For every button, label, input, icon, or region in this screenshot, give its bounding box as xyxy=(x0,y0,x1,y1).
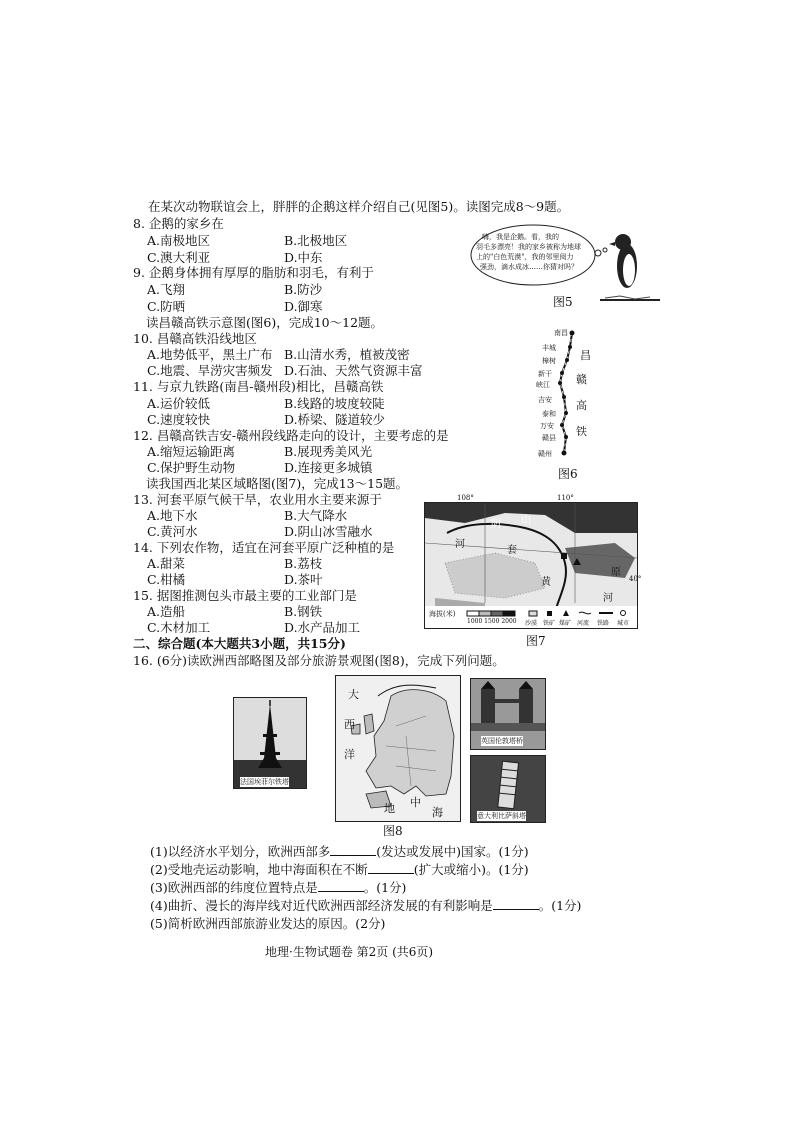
fig8-photo-towerbridge xyxy=(470,678,546,750)
fig7-legend-coal: 煤矿 xyxy=(559,620,572,627)
fig7-legend-ticks: 1000 1500 2000 xyxy=(467,618,517,625)
q13-option-a[interactable]: A.地下水 xyxy=(147,508,198,523)
fig8-sea-di: 地 xyxy=(384,802,395,815)
fig7-legend-rail: 铁路 xyxy=(597,620,610,627)
fig5-speech-4: 强劲，滴水成冰……你猜对吗？ xyxy=(480,263,578,271)
intro-fig7: 读我国西北某区域略图(图7)，完成13～15题。 xyxy=(146,476,409,491)
q14-option-a[interactable]: A.甜菜 xyxy=(147,556,186,571)
fig7-caption: 图7 xyxy=(526,634,546,648)
q16-sub4-text-a: (4)曲折、漫长的海岸线对近代欧洲西部经济发展的有利影响是 xyxy=(150,898,493,913)
q16-sub2-blank[interactable] xyxy=(368,862,414,874)
q16-sub2-text-a: (2)受地壳运动影响，地中海面积在不断 xyxy=(150,862,368,877)
fig6-station-3: 樟树 xyxy=(542,357,556,365)
q9-option-c[interactable]: C.防晒 xyxy=(147,299,186,314)
q16-sub3 xyxy=(150,878,406,896)
q8-option-c[interactable]: C.澳大利亚 xyxy=(147,250,211,265)
q10-stem: 10. 昌赣高铁沿线地区 xyxy=(133,331,257,346)
section2-heading: 二、综合题(本大题共3小题，共15分) xyxy=(133,636,346,651)
fig7-lat-40: 40° xyxy=(629,575,642,583)
fig6-caption: 图6 xyxy=(558,467,578,481)
figure-6 xyxy=(532,325,612,465)
q16-sub1 xyxy=(150,842,529,860)
q16-sub2 xyxy=(150,860,529,878)
q13-option-d[interactable]: D.阴山冰雪融水 xyxy=(284,524,373,539)
fig7-char-shan: 山 xyxy=(521,515,531,526)
q16-sub4-text-b: 。(1分) xyxy=(538,898,582,913)
q14-option-c[interactable]: C.柑橘 xyxy=(147,572,186,587)
q16-sub3-text-a: (3)欧洲西部的纬度位置特点是 xyxy=(150,880,318,895)
fig8-caption: 图8 xyxy=(383,824,403,838)
q9-stem: 9. 企鹅身体拥有厚厚的脂肪和羽毛，有利于 xyxy=(133,265,374,280)
fig7-char-he: 河 xyxy=(455,539,465,550)
fig6-station-6: 吉安 xyxy=(538,396,552,404)
q15-option-c[interactable]: C.木材加工 xyxy=(147,620,211,635)
fig7-char-huang: 黄 xyxy=(541,577,551,588)
fig8-photo-pisa xyxy=(470,755,546,823)
q12-stem: 12. 昌赣高铁吉安-赣州段线路走向的设计，主要考虑的是 xyxy=(133,428,449,443)
q15-stem: 15. 据图推测包头市最主要的工业部门是 xyxy=(133,588,357,603)
eiffel-tower-icon xyxy=(234,698,306,788)
q11-option-d[interactable]: D.桥梁、隧道较少 xyxy=(284,412,386,427)
q16-sub3-text-b: 。(1分) xyxy=(363,880,407,895)
q16-sub1-text-b: (发达或发展中)国家。(1分) xyxy=(376,844,529,859)
fig7-legend-desert: 沙漠 xyxy=(525,620,538,627)
q13-option-b[interactable]: B.大气降水 xyxy=(284,508,348,523)
fig5-speech-2: 羽毛多漂亮！我的家乡被称为地球 xyxy=(476,243,581,251)
fig7-char-tao: 套 xyxy=(507,545,517,556)
q11-option-b[interactable]: B.线路的坡度较陡 xyxy=(284,396,385,411)
fig8-label-eiffel: 法国埃菲尔铁塔 xyxy=(240,778,289,786)
q8-option-d[interactable]: D.中东 xyxy=(284,250,323,265)
fig6-station-8: 万安 xyxy=(540,422,554,430)
q9-option-a[interactable]: A.飞翔 xyxy=(147,282,186,297)
q16-sub4-blank[interactable] xyxy=(493,898,539,910)
q15-option-d[interactable]: D.水产品加工 xyxy=(284,620,361,635)
fig8-label-pisa: 意大利比萨斜塔 xyxy=(477,812,526,820)
fig6-station-2: 丰城 xyxy=(542,344,556,352)
page-footer: 地理·生物试题卷 第2页 (共6页) xyxy=(265,945,434,959)
q10-option-a[interactable]: A.地势低平，黑土广布 xyxy=(147,347,273,362)
fig7-legend-iron: 铁矿 xyxy=(543,620,556,627)
q16-sub2-text-b: (扩大或缩小)。(1分) xyxy=(413,862,529,877)
q15-option-b[interactable]: B.钢铁 xyxy=(284,604,323,619)
q10-option-b[interactable]: B.山清水秀，植被茂密 xyxy=(284,347,410,362)
fig6-label-gao: 高 xyxy=(576,399,587,412)
q11-option-c[interactable]: C.速度较快 xyxy=(147,412,211,427)
q14-stem: 14. 下列农作物，适宜在河套平原广泛种植的是 xyxy=(133,540,395,555)
fig6-station-1: 南昌 xyxy=(554,329,568,337)
q16-sub4 xyxy=(150,896,581,914)
fig7-lon-108: 108° xyxy=(457,494,474,502)
fig6-station-7: 泰和 xyxy=(542,410,556,418)
q8-option-a[interactable]: A.南极地区 xyxy=(147,233,211,248)
figure-7 xyxy=(424,494,642,629)
q12-option-a[interactable]: A.缩短运输距离 xyxy=(147,444,236,459)
fig8-sea-xi: 西 xyxy=(344,718,355,731)
q12-option-b[interactable]: B.展现秀美风光 xyxy=(284,444,373,459)
fig5-speech-3: 上的"白色荒漠"，我的邻里阅力 xyxy=(476,253,574,261)
fig6-station-9: 赣县 xyxy=(542,434,556,442)
fig7-char-yuan: 原 xyxy=(611,567,621,578)
fig8-sea-zhong: 中 xyxy=(410,796,421,809)
fig6-station-4: 新干 xyxy=(538,370,552,378)
fig8-photo-eiffel xyxy=(233,697,307,789)
q10-option-c[interactable]: C.地震、旱涝灾害频发 xyxy=(147,363,273,378)
q10-option-d[interactable]: D.石油、天然气资源丰富 xyxy=(284,363,423,378)
fig8-sea-yang: 洋 xyxy=(344,748,355,761)
fig6-label-gan: 赣 xyxy=(576,373,587,386)
fig7-legend-title: 海拔(米) xyxy=(429,610,456,618)
fig7-lon-110: 110° xyxy=(557,494,574,502)
q14-option-d[interactable]: D.茶叶 xyxy=(284,572,323,587)
q12-option-c[interactable]: C.保护野生动物 xyxy=(147,460,236,475)
fig5-caption: 图5 xyxy=(553,295,573,309)
q12-option-d[interactable]: D.连接更多城镇 xyxy=(284,460,373,475)
fig7-legend-city: 城市 xyxy=(617,620,630,627)
q11-option-a[interactable]: A.运价较低 xyxy=(147,396,211,411)
q8-option-b[interactable]: B.北极地区 xyxy=(284,233,348,248)
q13-option-c[interactable]: C.黄河水 xyxy=(147,524,198,539)
q16-sub1-blank[interactable] xyxy=(330,844,376,856)
q9-option-d[interactable]: D.御寒 xyxy=(284,299,323,314)
fig8-label-towerbridge: 英国伦敦塔桥 xyxy=(481,737,523,745)
fig6-station-5: 峡江 xyxy=(536,381,550,389)
q8-stem: 8. 企鹅的家乡在 xyxy=(133,216,224,231)
q13-stem: 13. 河套平原气候干旱，农业用水主要来源于 xyxy=(133,492,382,507)
fig7-char-yin: 阴 xyxy=(491,519,501,530)
fig6-label-chang: 昌 xyxy=(580,349,591,362)
fig6-station-10: 赣州 xyxy=(538,450,552,458)
fig8-map-europe xyxy=(335,675,461,822)
intro-fig6: 读昌赣高铁示意图(图6)，完成10～12题。 xyxy=(146,315,384,330)
intro-fig5: 在某次动物联谊会上，胖胖的企鹅这样介绍自己(见图5)。读图完成8～9题。 xyxy=(148,199,570,214)
fig7-char-he2: 河 xyxy=(603,593,613,604)
q9-option-b[interactable]: B.防沙 xyxy=(284,282,323,297)
fig5-speech-1: 嗨，我是企鹅。看，我的 xyxy=(482,233,559,241)
fig6-label-tie: 铁 xyxy=(576,425,587,438)
fig7-map xyxy=(425,503,637,628)
fig8-sea-da: 大 xyxy=(348,688,359,701)
q15-option-a[interactable]: A.造船 xyxy=(147,604,186,619)
q16-sub3-blank[interactable] xyxy=(318,880,364,892)
q16-stem: 16. (6分)读欧洲西部略图及部分旅游景观图(图8)，完成下列问题。 xyxy=(133,653,505,668)
q16-sub5: (5)简析欧洲西部旅游业发达的原因。(2分) xyxy=(150,916,386,931)
q16-sub1-text-a: (1)以经济水平划分，欧洲西部多 xyxy=(150,844,331,859)
fig7-legend-river: 河流 xyxy=(577,620,590,627)
fig8-sea-hai: 海 xyxy=(432,806,443,819)
q14-option-b[interactable]: B.荔枝 xyxy=(284,556,323,571)
q11-stem: 11. 与京九铁路(南昌-赣州段)相比，昌赣高铁 xyxy=(133,379,384,394)
